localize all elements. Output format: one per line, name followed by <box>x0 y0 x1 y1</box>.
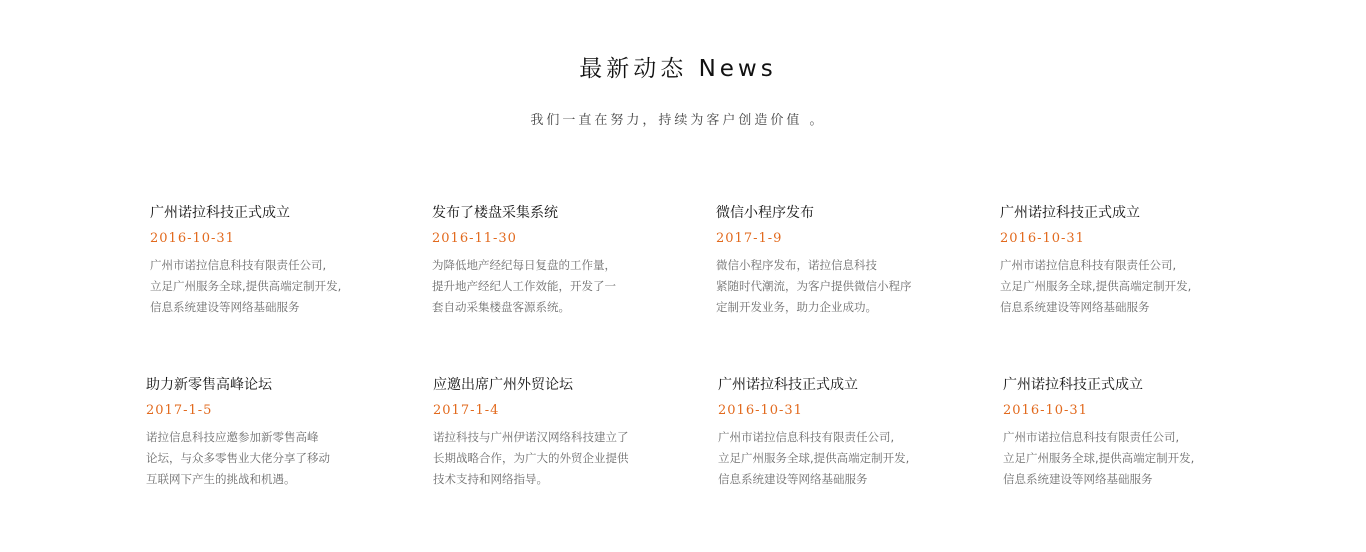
news-description <box>1000 255 1240 318</box>
news-date: 2016-10-31 <box>1003 403 1088 418</box>
news-description-line: 提升地产经纪人工作效能，开发了一 <box>432 279 616 293</box>
news-description-line: 广州市诺拉信息科技有限责任公司, <box>1003 430 1180 444</box>
news-item[interactable] <box>433 376 673 490</box>
news-description-line: 信息系统建设等网络基础服务 <box>1003 472 1153 486</box>
news-description-line: 信息系统建设等网络基础服务 <box>150 300 300 314</box>
news-description-line: 为降低地产经纪每日复盘的工作量， <box>432 258 616 272</box>
news-item[interactable] <box>718 376 958 490</box>
news-description-line: 信息系统建设等网络基础服务 <box>718 472 868 486</box>
news-description-line: 诺拉信息科技应邀参加新零售高峰 <box>146 430 319 444</box>
news-title[interactable]: 广州诺拉科技正式成立 <box>1000 205 1140 221</box>
news-description <box>150 255 390 318</box>
news-description-line: 微信小程序发布，诺拉信息科技 <box>716 258 877 272</box>
news-date: 2016-10-31 <box>150 231 235 246</box>
news-title[interactable]: 助力新零售高峰论坛 <box>146 377 272 393</box>
news-date: 2017-1-9 <box>716 231 783 246</box>
news-title[interactable]: 应邀出席广州外贸论坛 <box>433 377 573 393</box>
news-description-line: 互联网下产生的挑战和机遇。 <box>146 472 296 486</box>
news-description-line: 技术支持和网络指导。 <box>433 472 548 486</box>
news-description-line: 广州市诺拉信息科技有限责任公司, <box>150 258 327 272</box>
news-description <box>718 427 958 490</box>
news-item[interactable] <box>150 204 390 318</box>
news-description <box>716 255 956 318</box>
news-item[interactable] <box>716 204 956 318</box>
news-title[interactable]: 广州诺拉科技正式成立 <box>718 377 858 393</box>
news-description-line: 长期战略合作，为广大的外贸企业提供 <box>433 451 629 465</box>
news-description <box>1003 427 1243 490</box>
news-description-line: 立足广州服务全球,提供高端定制开发, <box>1003 451 1195 465</box>
news-title[interactable]: 发布了楼盘采集系统 <box>432 205 558 221</box>
news-item[interactable] <box>1000 204 1240 318</box>
news-item[interactable] <box>432 204 672 318</box>
news-description-line: 广州市诺拉信息科技有限责任公司, <box>1000 258 1177 272</box>
news-title[interactable]: 广州诺拉科技正式成立 <box>1003 377 1143 393</box>
news-description-line: 诺拉科技与广州伊诺汉网络科技建立了 <box>433 430 629 444</box>
news-description-line: 紧随时代潮流，为客户提供微信小程序 <box>716 279 912 293</box>
news-description-line: 套自动采集楼盘客源系统。 <box>432 300 570 314</box>
news-description <box>432 255 672 318</box>
news-description-line: 信息系统建设等网络基础服务 <box>1000 300 1150 314</box>
section-subtitle: 我们一直在努力，持续为客户创造价值 。 <box>530 113 826 128</box>
news-date: 2016-10-31 <box>1000 231 1085 246</box>
news-item[interactable] <box>146 376 386 490</box>
news-date: 2016-10-31 <box>718 403 803 418</box>
news-description <box>146 427 386 490</box>
news-description <box>433 427 673 490</box>
news-date: 2017-1-5 <box>146 403 213 418</box>
news-date: 2017-1-4 <box>433 403 500 418</box>
news-date: 2016-11-30 <box>432 231 517 246</box>
news-description-line: 论坛，与众多零售业大佬分享了移动 <box>146 451 330 465</box>
news-item[interactable] <box>1003 376 1243 490</box>
news-title[interactable]: 广州诺拉科技正式成立 <box>150 205 290 221</box>
news-description-line: 立足广州服务全球,提供高端定制开发, <box>150 279 342 293</box>
news-description-line: 立足广州服务全球,提供高端定制开发, <box>718 451 910 465</box>
section-title: 最新动态 News <box>579 56 777 82</box>
news-description-line: 广州市诺拉信息科技有限责任公司, <box>718 430 895 444</box>
news-description-line: 立足广州服务全球,提供高端定制开发, <box>1000 279 1192 293</box>
news-title[interactable]: 微信小程序发布 <box>716 205 814 221</box>
news-description-line: 定制开发业务，助力企业成功。 <box>716 300 877 314</box>
